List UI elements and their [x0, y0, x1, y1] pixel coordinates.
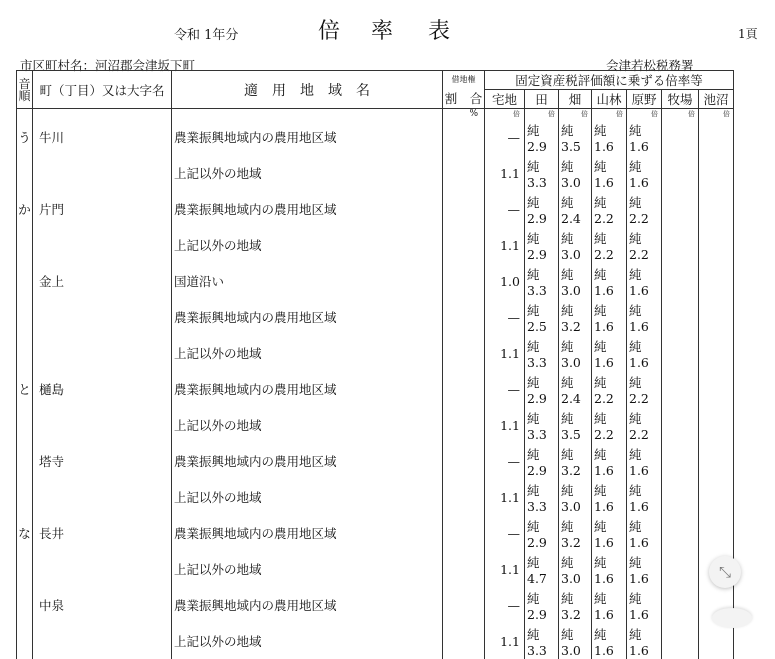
lease-ratio-cell: [443, 587, 485, 623]
wilderness-cell: 純 1.6: [627, 587, 662, 623]
wilderness-cell: 純 2.2: [627, 371, 662, 407]
pasture-cell: [662, 371, 699, 407]
residential-cell: —: [485, 371, 525, 407]
residential-cell: —: [485, 443, 525, 479]
area-name-cell: 農業振興地域内の農用地区域: [172, 119, 443, 155]
wilderness-cell: 純 1.6: [627, 443, 662, 479]
field-cell: 純 3.0: [559, 335, 592, 371]
residential-cell: 1.1: [485, 407, 525, 443]
sound-order-cell: う: [17, 119, 33, 155]
field-cell: 純 3.2: [559, 587, 592, 623]
table-row: [17, 407, 734, 443]
sound-order-cell: [17, 623, 33, 659]
marsh-cell: [699, 155, 734, 191]
pasture-cell: [662, 443, 699, 479]
unit-times: 倍: [559, 109, 592, 120]
pasture-cell: [662, 623, 699, 659]
forest-cell: 純 1.6: [592, 587, 627, 623]
lease-ratio-cell: [443, 479, 485, 515]
page-number: 1頁: [738, 25, 758, 42]
marsh-cell: [699, 227, 734, 263]
wilderness-cell: 純 1.6: [627, 155, 662, 191]
sound-order-cell: [17, 299, 33, 335]
table-row: [17, 371, 734, 407]
wilderness-cell: 純 2.2: [627, 227, 662, 263]
col-wilderness: 原野: [627, 90, 662, 109]
unit-times: 倍: [627, 109, 662, 120]
table-row: [17, 191, 734, 227]
town-name-cell: 樋島: [33, 371, 172, 407]
header-row-top: [17, 71, 734, 90]
residential-cell: —: [485, 299, 525, 335]
town-name-cell: [33, 623, 172, 659]
paddy-cell: 純 3.3: [525, 263, 559, 299]
paddy-cell: 純 2.9: [525, 587, 559, 623]
town-name-cell: [33, 407, 172, 443]
table-row: [17, 299, 734, 335]
area-name-cell: 上記以外の地域: [172, 551, 443, 587]
town-name-cell: [33, 335, 172, 371]
lease-ratio-cell: [443, 623, 485, 659]
sound-order-cell: な: [17, 515, 33, 551]
residential-cell: 1.1: [485, 551, 525, 587]
table-row: [17, 335, 734, 371]
sound-order-cell: [17, 335, 33, 371]
lease-ratio-cell: [443, 119, 485, 155]
field-cell: 純 2.4: [559, 191, 592, 227]
wilderness-cell: 純 1.6: [627, 479, 662, 515]
marsh-cell: [699, 407, 734, 443]
area-name-cell: 農業振興地域内の農用地区域: [172, 191, 443, 227]
field-cell: 純 3.0: [559, 263, 592, 299]
paddy-cell: 純 3.3: [525, 479, 559, 515]
marsh-cell: [699, 371, 734, 407]
unit-times: 倍: [699, 109, 734, 120]
marsh-cell: [699, 263, 734, 299]
table-row: [17, 479, 734, 515]
table-row: [17, 587, 734, 623]
table-row: [17, 155, 734, 191]
field-cell: 純 3.0: [559, 155, 592, 191]
pasture-cell: [662, 119, 699, 155]
pasture-cell: [662, 299, 699, 335]
forest-cell: 純 1.6: [592, 479, 627, 515]
unit-percent: %: [443, 109, 485, 120]
wilderness-cell: 純 2.2: [627, 191, 662, 227]
lease-ratio-cell: [443, 227, 485, 263]
tax-office-name: 会津若松税務署: [606, 56, 694, 74]
table-row: [17, 119, 734, 155]
table-row: [17, 443, 734, 479]
area-name-cell: 上記以外の地域: [172, 227, 443, 263]
area-name-cell: 農業振興地域内の農用地区域: [172, 515, 443, 551]
col-sound-order: 音順: [17, 71, 33, 109]
marsh-cell: [699, 479, 734, 515]
lease-ratio-cell: [443, 155, 485, 191]
table-body: [17, 109, 734, 659]
forest-cell: 純 2.2: [592, 407, 627, 443]
paddy-cell: 純 4.7: [525, 551, 559, 587]
field-cell: 純 3.0: [559, 623, 592, 659]
sound-order-cell: [17, 407, 33, 443]
residential-cell: —: [485, 515, 525, 551]
sound-order-cell: [17, 155, 33, 191]
area-name-cell: 上記以外の地域: [172, 335, 443, 371]
unit-times: 倍: [592, 109, 627, 120]
wilderness-cell: 純 1.6: [627, 263, 662, 299]
title-char-2: 率: [371, 14, 393, 45]
col-residential: 宅地: [485, 90, 525, 109]
col-lease-ratio-top: 借地権: [443, 71, 485, 90]
paddy-cell: 純 2.9: [525, 227, 559, 263]
field-cell: 純 3.0: [559, 551, 592, 587]
sound-order-cell: [17, 587, 33, 623]
sound-order-cell: [17, 263, 33, 299]
paddy-cell: 純 3.3: [525, 155, 559, 191]
marsh-cell: [699, 623, 734, 659]
lease-ratio-cell: [443, 299, 485, 335]
lease-ratio-cell: [443, 407, 485, 443]
forest-cell: 純 2.2: [592, 371, 627, 407]
unit-times: 倍: [485, 109, 525, 120]
lease-ratio-cell: [443, 263, 485, 299]
area-name-cell: 農業振興地域内の農用地区域: [172, 371, 443, 407]
area-name-cell: 上記以外の地域: [172, 155, 443, 191]
marsh-cell: [699, 191, 734, 227]
lease-ratio-cell: [443, 371, 485, 407]
area-name-cell: 農業振興地域内の農用地区域: [172, 299, 443, 335]
table-row: [17, 263, 734, 299]
wilderness-cell: 純 1.6: [627, 119, 662, 155]
pasture-cell: [662, 335, 699, 371]
pasture-cell: [662, 479, 699, 515]
col-town: 町（丁目）又は大字名: [33, 71, 172, 109]
wilderness-cell: 純 1.6: [627, 551, 662, 587]
lease-ratio-cell: [443, 191, 485, 227]
marsh-cell: [699, 443, 734, 479]
sound-order-cell: [17, 443, 33, 479]
lease-ratio-cell: [443, 335, 485, 371]
title-char-3: 表: [428, 14, 450, 45]
collapse-arrows-button[interactable]: [709, 556, 741, 588]
lease-ratio-cell: [443, 515, 485, 551]
town-name-cell: [33, 227, 172, 263]
sound-order-cell: [17, 551, 33, 587]
town-name-cell: 片門: [33, 191, 172, 227]
col-multiplier-group: 固定資産税評価額に乗ずる倍率等: [485, 71, 734, 90]
forest-cell: 純 1.6: [592, 515, 627, 551]
pasture-cell: [662, 407, 699, 443]
forest-cell: 純 1.6: [592, 443, 627, 479]
pasture-cell: [662, 191, 699, 227]
residential-cell: 1.1: [485, 335, 525, 371]
unit-times: 倍: [662, 109, 699, 120]
field-cell: 純 3.5: [559, 407, 592, 443]
title-char-1: 倍: [318, 14, 340, 45]
col-marsh: 池沼: [699, 90, 734, 109]
pasture-cell: [662, 227, 699, 263]
table-row: [17, 623, 734, 659]
municipality-name: 市区町村名：河沼郡会津坂下町: [20, 56, 195, 74]
lease-ratio-cell: [443, 443, 485, 479]
collapse-arrows-icon: ⤡: [719, 563, 731, 581]
pasture-cell: [662, 551, 699, 587]
residential-cell: —: [485, 119, 525, 155]
marsh-cell: [699, 515, 734, 551]
unit-row: [17, 109, 734, 120]
field-cell: 純 2.4: [559, 371, 592, 407]
paddy-cell: 純 2.9: [525, 119, 559, 155]
town-name-cell: [33, 479, 172, 515]
paddy-cell: 純 3.3: [525, 623, 559, 659]
residential-cell: 1.1: [485, 227, 525, 263]
marsh-cell: [699, 299, 734, 335]
forest-cell: 純 1.6: [592, 299, 627, 335]
town-name-cell: [33, 299, 172, 335]
col-pasture: 牧場: [662, 90, 699, 109]
paddy-cell: 純 2.9: [525, 371, 559, 407]
residential-cell: 1.1: [485, 623, 525, 659]
paddy-cell: 純 2.9: [525, 443, 559, 479]
forest-cell: 純 1.6: [592, 335, 627, 371]
pasture-cell: [662, 155, 699, 191]
paddy-cell: 純 2.9: [525, 515, 559, 551]
town-name-cell: 長井: [33, 515, 172, 551]
lease-ratio-cell: [443, 551, 485, 587]
paddy-cell: 純 2.9: [525, 191, 559, 227]
era-label: 令和 1年分: [174, 24, 238, 43]
wilderness-cell: 純 1.6: [627, 335, 662, 371]
wilderness-cell: 純 1.6: [627, 299, 662, 335]
field-cell: 純 3.2: [559, 515, 592, 551]
area-name-cell: 農業振興地域内の農用地区域: [172, 587, 443, 623]
sound-order-cell: [17, 227, 33, 263]
table-row: [17, 515, 734, 551]
area-name-cell: 国道沿い: [172, 263, 443, 299]
forest-cell: 純 1.6: [592, 119, 627, 155]
pasture-cell: [662, 263, 699, 299]
field-cell: 純 3.2: [559, 443, 592, 479]
residential-cell: —: [485, 587, 525, 623]
unit-times: 倍: [525, 109, 559, 120]
area-name-cell: 上記以外の地域: [172, 623, 443, 659]
multiplier-table: [16, 70, 734, 659]
table-row: [17, 551, 734, 587]
table-row: [17, 227, 734, 263]
town-name-cell: 中泉: [33, 587, 172, 623]
paddy-cell: 純 2.5: [525, 299, 559, 335]
area-name-cell: 上記以外の地域: [172, 479, 443, 515]
forest-cell: 純 1.6: [592, 551, 627, 587]
area-name-cell: 農業振興地域内の農用地区域: [172, 443, 443, 479]
field-cell: 純 3.0: [559, 479, 592, 515]
forest-cell: 純 1.6: [592, 155, 627, 191]
town-name-cell: [33, 551, 172, 587]
sound-order-cell: と: [17, 371, 33, 407]
wilderness-cell: 純 1.6: [627, 515, 662, 551]
forest-cell: 純 2.2: [592, 191, 627, 227]
paddy-cell: 純 3.3: [525, 407, 559, 443]
forest-cell: 純 1.6: [592, 623, 627, 659]
town-name-cell: 牛川: [33, 119, 172, 155]
field-cell: 純 3.2: [559, 299, 592, 335]
residential-cell: —: [485, 191, 525, 227]
town-name-cell: 塔寺: [33, 443, 172, 479]
area-name-cell: 上記以外の地域: [172, 407, 443, 443]
pasture-cell: [662, 587, 699, 623]
residential-cell: 1.0: [485, 263, 525, 299]
forest-cell: 純 2.2: [592, 227, 627, 263]
col-lease-ratio-bottom: 割 合: [443, 90, 485, 109]
forest-cell: 純 1.6: [592, 263, 627, 299]
col-field: 畑: [559, 90, 592, 109]
town-name-cell: [33, 155, 172, 191]
wilderness-cell: 純 1.6: [627, 623, 662, 659]
sound-order-cell: [17, 479, 33, 515]
wilderness-cell: 純 2.2: [627, 407, 662, 443]
pasture-cell: [662, 515, 699, 551]
residential-cell: 1.1: [485, 155, 525, 191]
marsh-cell: [699, 335, 734, 371]
secondary-floating-button[interactable]: [712, 608, 752, 628]
residential-cell: 1.1: [485, 479, 525, 515]
col-forest: 山林: [592, 90, 627, 109]
col-area: 適 用 地 域 名: [172, 71, 443, 109]
col-paddy: 田: [525, 90, 559, 109]
sound-order-cell: か: [17, 191, 33, 227]
marsh-cell: [699, 119, 734, 155]
field-cell: 純 3.0: [559, 227, 592, 263]
town-name-cell: 金上: [33, 263, 172, 299]
field-cell: 純 3.5: [559, 119, 592, 155]
paddy-cell: 純 3.3: [525, 335, 559, 371]
